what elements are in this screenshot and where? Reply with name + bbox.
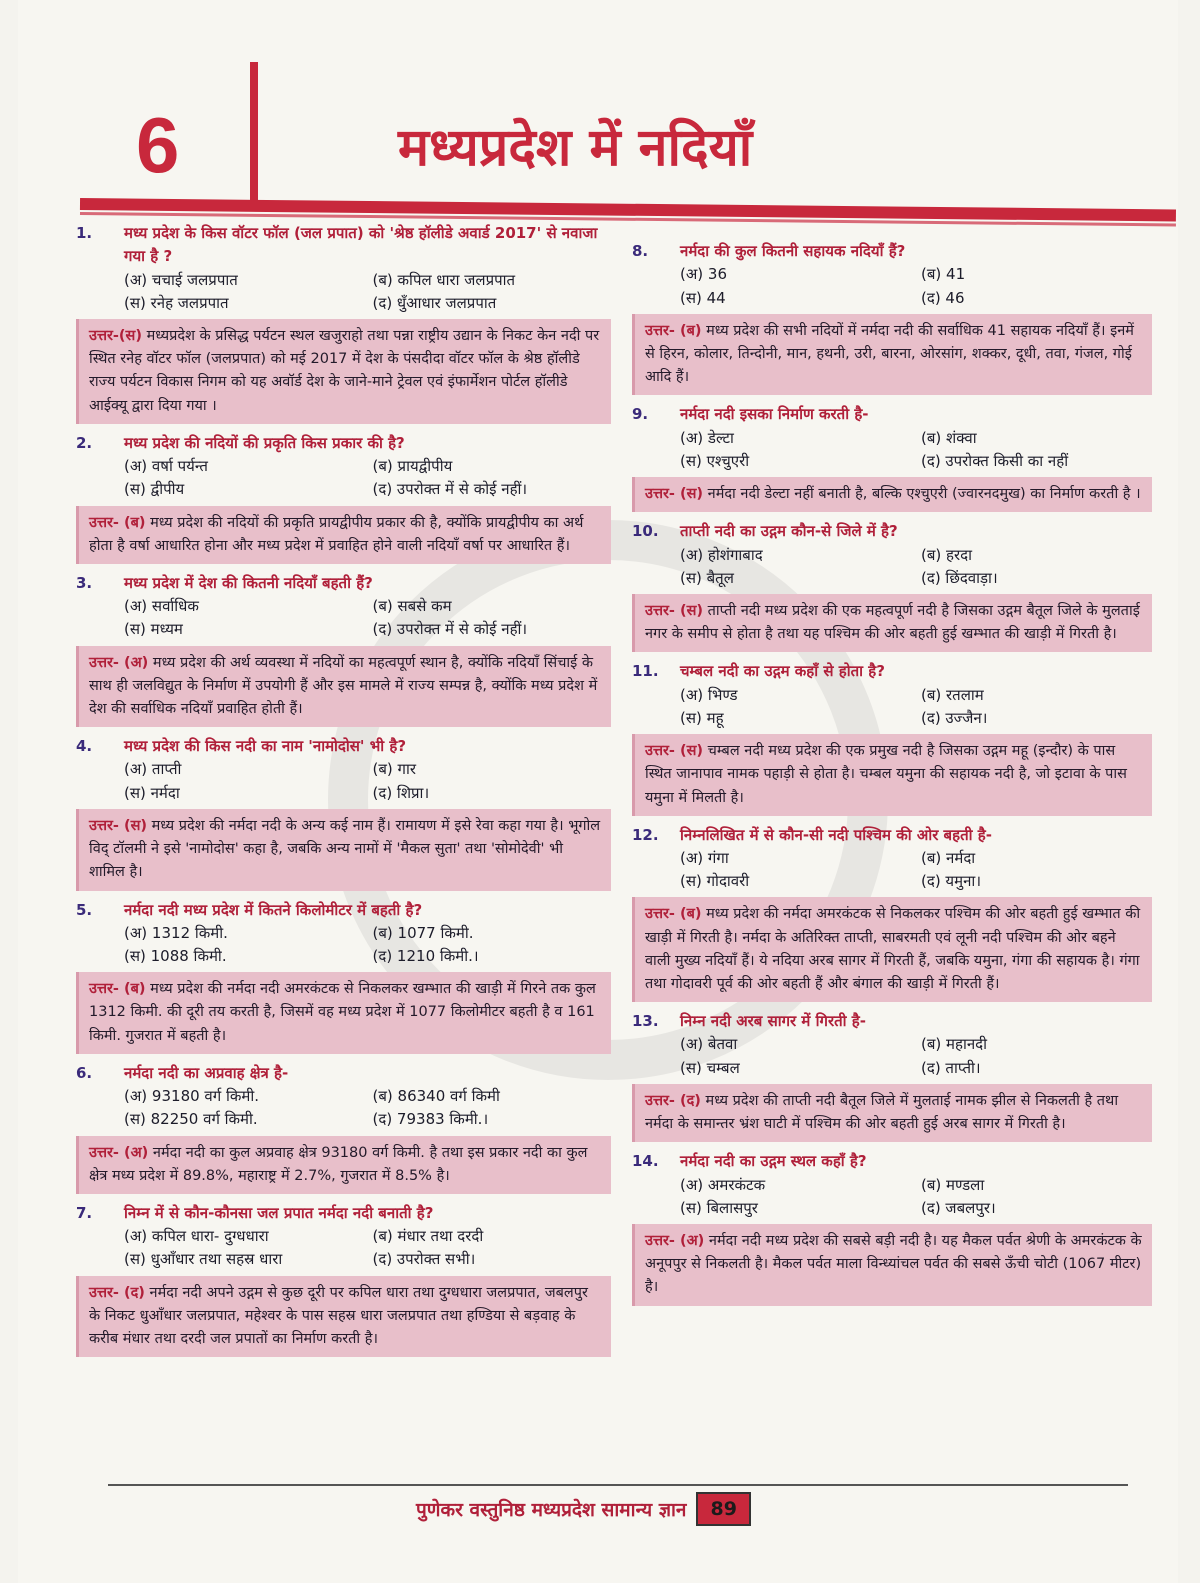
question-text: नर्मदा नदी का उद्गम स्थल कहाँ है? — [680, 1152, 867, 1171]
question-block — [632, 660, 1152, 815]
question-text: नर्मदा नदी का अप्रवाह क्षेत्र है- — [124, 1063, 289, 1082]
answer-text: मध्य प्रदेश की अर्थ व्यवस्था में नदियों का महत्वपूर्ण स्थान है, क्योंकि नदियाँ सिंचाई के साथ ही जलविद्युत के निर्माण में उपयोगी हैं और इस मामले में राज्य सम्पन्न है, क्योंकि मध्य प्रदेश में देश की सर्वाधिक नदियाँ प्रवाहित होती हैं। — [89, 654, 598, 717]
question-block — [76, 572, 611, 727]
question-text: निम्नलिखित में से कौन-सी नदी पश्चिम की ओर बहती है- — [680, 825, 992, 844]
answer-box — [632, 594, 1152, 652]
answer-label: उत्तर- (द) — [645, 1092, 701, 1109]
question-line — [632, 1150, 1152, 1173]
option-item: (स) मध्यम — [124, 620, 183, 639]
question-line — [76, 1062, 611, 1085]
answer-box — [76, 646, 611, 728]
right-column — [632, 240, 1152, 1306]
option-item: (अ) 93180 वर्ग किमी. — [124, 1087, 259, 1106]
answer-label: उत्तर- (स) — [89, 817, 148, 834]
question-text: नर्मदा नदी इसका निर्माण करती है- — [680, 405, 869, 424]
answer-box — [632, 1084, 1152, 1142]
option-item: (ब) महानदी — [921, 1035, 988, 1054]
question-text: नर्मदा की कुल कितनी सहायक नदियाँ हैं? — [680, 242, 906, 260]
option-item: (द) जबलपुर। — [921, 1198, 996, 1217]
option-item: (स) रनेह जलप्रपात — [124, 293, 229, 312]
answer-box — [632, 897, 1152, 1002]
options-grid — [124, 595, 611, 642]
question-number: 8. — [632, 242, 649, 260]
footer-rule — [108, 1484, 1128, 1486]
option-item: (ब) मंधार तथा दरदी — [372, 1227, 484, 1246]
answer-label: उत्तर- (अ) — [89, 1144, 149, 1161]
answer-label: उत्तर- (द) — [89, 1284, 145, 1301]
answer-text: मध्य प्रदेश की नर्मदा अमरकंटक से निकलकर पश्चिम की ओर बहती हुई खम्भात की खाड़ी में गिरती है। नर्मदा के अतिरिक्त ताप्ती, साबरमती एवं लूनी नदी पश्चिम की ओर बहने वाली मुख्य नदियाँ हैं। ये नदिया अरब सागर में गिरती हैं, जबकि यमुना, गंगा की सहायक है। गंगा तथा गोदावरी पूर्व की ओर बहती हैं और बंगाल की खाड़ी में गिरती हैं। — [645, 906, 1141, 992]
answer-label: उत्तर- (ब) — [645, 322, 702, 339]
option-item: (अ) 36 — [680, 265, 728, 284]
question-line — [632, 240, 1152, 263]
option-item: (द) छिंदवाड़ा। — [921, 568, 998, 587]
answer-text: मध्यप्रदेश के प्रसिद्ध पर्यटन स्थल खजुराहो तथा पन्ना राष्ट्रीय उद्यान के निकट केन नदी पर स्थित रनेह वॉटर फॉल (जलप्रपात) को मई 2017 में देश के पंसदीदा वॉटर फॉल के श्रेष्ठ हॉलीडे राज्य पर्यटन विकास निगम को यह अवॉर्ड देश के जाने-माने ट्रेवल एवं इंफार्मेशन पोर्टल हॉलीडे आईक्यू द्वारा दिया गया । — [89, 328, 600, 414]
option-item: (स) गोदावरी — [680, 872, 750, 891]
answer-box — [76, 1136, 611, 1194]
chapter-number: 6 — [136, 101, 180, 189]
option-item: (स) बिलासपुर — [680, 1198, 758, 1217]
question-text: निम्न नदी अरब सागर में गिरती है- — [680, 1012, 866, 1031]
answer-label: उत्तर- (ब) — [89, 981, 146, 998]
option-item: (द) उपरोक्त में से कोई नहीं। — [372, 480, 528, 499]
answer-text: ताप्ती नदी मध्य प्रदेश की एक महत्वपूर्ण नदी है जिसका उद्गम बैतूल जिले के मुलताई नगर के समीप से होता है तथा यह पश्चिम की ओर बहती हुई खम्भात की खाड़ी में गिरती है। — [645, 603, 1140, 643]
option-item: (स) महू — [680, 708, 724, 727]
option-item: (स) 44 — [680, 288, 726, 307]
option-item: (ब) 41 — [921, 265, 966, 284]
answer-box — [632, 734, 1152, 816]
option-item: (स) धुआँधार तथा सहस्र धारा — [124, 1250, 283, 1269]
answer-text: मध्य प्रदेश की ताप्ती नदी बैतूल जिले में मुलताई नामक झील से निकलती है तथा नर्मदा के समान्तर भ्रंश घाटी में पश्चिम की ओर बहती हुई अरब सागर में गिरती है। — [645, 1092, 1119, 1133]
option-item: (अ) चचाई जलप्रपात — [124, 270, 238, 289]
answer-box — [76, 809, 611, 891]
question-number: 5. — [76, 900, 93, 919]
question-line — [632, 1010, 1152, 1033]
question-line — [632, 403, 1152, 426]
option-item: (स) 82250 वर्ग किमी. — [124, 1110, 258, 1129]
question-text: मध्य प्रदेश में देश की कितनी नदियाँ बहती हैं? — [124, 573, 373, 592]
question-number: 10. — [632, 522, 659, 541]
question-line — [632, 660, 1152, 683]
question-number: 7. — [76, 1203, 93, 1222]
options-grid — [680, 1174, 1152, 1221]
options-grid — [124, 922, 611, 969]
question-text: मध्य प्रदेश की नदियों की प्रकृति किस प्रकार की है? — [124, 433, 405, 452]
question-line — [632, 520, 1152, 543]
question-line — [76, 572, 611, 595]
question-line — [76, 1202, 611, 1225]
question-line — [632, 824, 1152, 847]
option-item: (द) 46 — [921, 288, 965, 307]
options-grid — [124, 758, 611, 805]
option-item: (स) द्वीपीय — [124, 480, 185, 499]
question-number: 3. — [76, 573, 93, 592]
question-text: ताप्ती नदी का उद्गम कौन-से जिले में है? — [680, 522, 898, 541]
question-block — [632, 240, 1152, 395]
question-text: मध्य प्रदेश की किस नदी का नाम 'नामोदोस' भी है? — [124, 737, 407, 756]
answer-text: नर्मदा नदी डेल्टा नहीं बनाती है, बल्कि एश्चुएरी (ज्वारनदमुख) का निर्माण करती है । — [707, 486, 1141, 503]
answer-text: मध्य प्रदेश की सभी नदियों में नर्मदा नदी की सर्वाधिक 41 सहायक नदियाँ हैं। इनमें से हिरन, कोलार, तिन्दोनी, मान, हथनी, उरी, बारना, ओरसांग, शक्कर, दूधी, तवा, गंजल, गोई आदि हैं। — [645, 322, 1134, 386]
option-item: (ब) हरदा — [921, 545, 972, 564]
footer — [416, 1492, 751, 1526]
option-item: (ब) गार — [372, 760, 417, 779]
question-block — [632, 1150, 1152, 1305]
answer-box — [76, 1276, 611, 1358]
question-number: 13. — [632, 1012, 659, 1031]
option-item: (अ) डेल्टा — [680, 428, 734, 447]
option-item: (द) उज्जैन। — [921, 708, 988, 727]
options-grid — [124, 1225, 611, 1272]
question-line — [76, 899, 611, 922]
option-item: (अ) भिण्ड — [680, 685, 738, 704]
option-item: (स) एश्चुएरी — [680, 451, 750, 470]
answer-box — [76, 319, 611, 424]
answer-text: मध्य प्रदेश की नर्मदा नदी के अन्य कई नाम हैं। रामायण में इसे रेवा कहा गया है। भूगोल विद् टॉलमी ने इसे 'नामोदोस' कहा है, जबकि अन्य नामों में 'मैकल सुता' तथा 'सोमोदेवी' भी शामिल है। — [89, 817, 601, 881]
question-number: 14. — [632, 1152, 659, 1171]
options-grid — [680, 427, 1152, 474]
option-item: (अ) गंगा — [680, 848, 729, 867]
chapter-divider — [250, 62, 258, 202]
option-item: (द) उपरोक्त सभी। — [372, 1250, 476, 1269]
question-number: 6. — [76, 1063, 93, 1082]
answer-label: उत्तर- (अ) — [645, 1233, 705, 1250]
option-item: (अ) होशंगाबाद — [680, 545, 763, 564]
option-item: (अ) बेतवा — [680, 1035, 738, 1054]
question-block — [76, 1062, 611, 1194]
option-item: (अ) ताप्ती — [124, 760, 182, 779]
option-item: (स) चम्बल — [680, 1058, 740, 1077]
question-block — [76, 1202, 611, 1357]
question-block — [632, 824, 1152, 1003]
option-item: (ब) कपिल धारा जलप्रपात — [372, 270, 516, 289]
question-block — [76, 899, 611, 1054]
option-item: (अ) 1312 किमी. — [124, 923, 228, 942]
options-grid — [680, 847, 1152, 894]
question-number: 12. — [632, 825, 659, 844]
option-item: (अ) सर्वाधिक — [124, 597, 199, 616]
option-item: (द) ताप्ती। — [921, 1058, 981, 1077]
chapter-title: मध्यप्रदेश में नदियाँ — [398, 118, 753, 178]
option-item: (अ) कपिल धारा- दुग्धधारा — [124, 1227, 269, 1246]
option-item: (ब) नर्मदा — [921, 848, 976, 867]
question-block — [76, 432, 611, 564]
answer-text: नर्मदा नदी अपने उद्गम से कुछ दूरी पर कपिल धारा तथा दुग्धधारा जलप्रपात, जबलपुर के निकट धुआँधार जलप्रपात, महेश्वर के पास सहस्र धारा जलप्रपात तथा हण्डिया से बड़वाह के करीब मंधार तथा दरदी जल प्रपातों का निर्माण करती है। — [89, 1284, 588, 1348]
question-text: नर्मदा नदी मध्य प्रदेश में कितने किलोमीटर में बहती है? — [124, 900, 423, 919]
options-grid — [680, 684, 1152, 731]
answer-label: उत्तर- (ब) — [89, 514, 146, 531]
question-block — [632, 403, 1152, 512]
option-item: (ब) शंक्वा — [921, 428, 977, 447]
question-number: 2. — [76, 433, 93, 452]
answer-label: उत्तर- (अ) — [89, 654, 149, 671]
option-item: (द) धुँआधार जलप्रपात — [372, 293, 497, 312]
option-item: (ब) 1077 किमी. — [372, 923, 474, 942]
answer-box — [632, 314, 1152, 396]
question-block — [76, 735, 611, 890]
options-grid — [124, 1085, 611, 1132]
question-block — [632, 1010, 1152, 1142]
left-column — [76, 222, 611, 1357]
option-item: (स) 1088 किमी. — [124, 947, 227, 965]
page-number: 89 — [696, 1492, 750, 1526]
option-item: (ब) रतलाम — [921, 685, 984, 704]
answer-box — [76, 972, 611, 1054]
answer-label: उत्तर- (स) — [645, 486, 704, 503]
option-item: (अ) वर्षा पर्यन्त — [124, 457, 208, 475]
option-item: (द) 79383 किमी.। — [372, 1110, 489, 1129]
question-number: 1. — [76, 224, 93, 242]
question-line — [76, 432, 611, 455]
options-grid — [124, 455, 611, 502]
option-item: (स) नर्मदा — [124, 783, 180, 802]
answer-text: नर्मदा नदी का कुल अप्रवाह क्षेत्र 93180 वर्ग किमी. है तथा इस प्रकार नदी का कुल क्षेत्र मध्य प्रदेश में 89.8%, महाराष्ट्र में 2.7%, गुजरात में 8.5% है। — [89, 1144, 588, 1184]
answer-label: उत्तर- (स) — [645, 743, 704, 760]
question-number: 9. — [632, 405, 649, 424]
question-number: 4. — [76, 737, 93, 756]
question-number: 11. — [632, 662, 659, 681]
options-grid — [124, 269, 611, 316]
option-item: (अ) अमरकंटक — [680, 1175, 766, 1194]
option-item: (द) यमुना। — [921, 872, 982, 891]
options-grid — [680, 1033, 1152, 1080]
option-item: (स) बैतूल — [680, 568, 734, 587]
answer-text: मध्य प्रदेश की नर्मदा नदी अमरकंटक से निकलकर खम्भात की खाड़ी में गिरने तक कुल 1312 किमी. की दूरी तय करती है, जिसमें वह मध्य प्रदेश में 1077 किलोमीटर बहती है व 161 किमी. गुजरात में बहती है। — [89, 981, 596, 1044]
answer-label: उत्तर- (ब) — [645, 906, 702, 923]
option-item: (ब) मण्डला — [921, 1175, 985, 1194]
answer-box — [632, 1224, 1152, 1306]
question-text: मध्य प्रदेश के किस वॉटर फॉल (जल प्रपात) को 'श्रेष्ठ हॉलीडे अवार्ड 2017' से नवाजा गया है ? — [124, 224, 598, 266]
options-grid — [680, 263, 1152, 310]
option-item: (ब) सबसे कम — [372, 597, 452, 616]
option-item: (द) उपरोक्त में से कोई नहीं। — [372, 620, 528, 639]
option-item: (द) 1210 किमी.। — [372, 947, 479, 965]
answer-box — [632, 477, 1152, 512]
answer-label: उत्तर- (स) — [645, 603, 704, 619]
question-block — [632, 520, 1152, 652]
options-grid — [680, 544, 1152, 591]
option-item: (ब) 86340 वर्ग किमी — [372, 1087, 500, 1106]
question-text: निम्न में से कौन-कौनसा जल प्रपात नर्मदा नदी बनाती है? — [124, 1203, 434, 1222]
option-item: (द) उपरोक्त किसी का नहीं — [921, 451, 1069, 470]
book-title: पुणेकर वस्तुनिष्ठ मध्यप्रदेश सामान्य ज्ञान — [416, 1499, 687, 1521]
option-item: (ब) प्रायद्वीपीय — [372, 457, 453, 475]
answer-label: उत्तर-(स) — [89, 328, 142, 344]
question-text: चम्बल नदी का उद्गम कहाँ से होता है? — [680, 662, 885, 681]
book-page — [18, 0, 1178, 1583]
answer-box — [76, 506, 611, 564]
answer-text: मध्य प्रदेश की नदियों की प्रकृति प्रायद्वीपीय प्रकार की है, क्योंकि प्रायद्वीपीय का अर्थ होता है वर्षा आधारित होना और मध्य प्रदेश में प्रवाहित होने वाली नदियाँ वर्षा पर आधारित हैं। — [89, 514, 584, 554]
question-line — [76, 735, 611, 758]
answer-text: चम्बल नदी मध्य प्रदेश की एक प्रमुख नदी है जिसका उद्गम महू (इन्दौर) के पास स्थित जानापाव नामक पहाड़ी से होता है। चम्बल यमुना की सहायक नदी है, जो इटावा के पास यमुना में मिलती है। — [645, 743, 1127, 806]
answer-text: नर्मदा नदी मध्य प्रदेश की सबसे बड़ी नदी है। यह मैकल पर्वत श्रेणी के अमरकंटक के अनूपपुर से निकलती है। मैकल पर्वत माला विन्ध्यांचल पर्वत की सबसे ऊँची चोटी (1067 मीटर) है। — [645, 1233, 1142, 1296]
option-item: (द) शिप्रा। — [372, 783, 430, 802]
question-line — [76, 222, 611, 269]
question-block — [76, 222, 611, 424]
